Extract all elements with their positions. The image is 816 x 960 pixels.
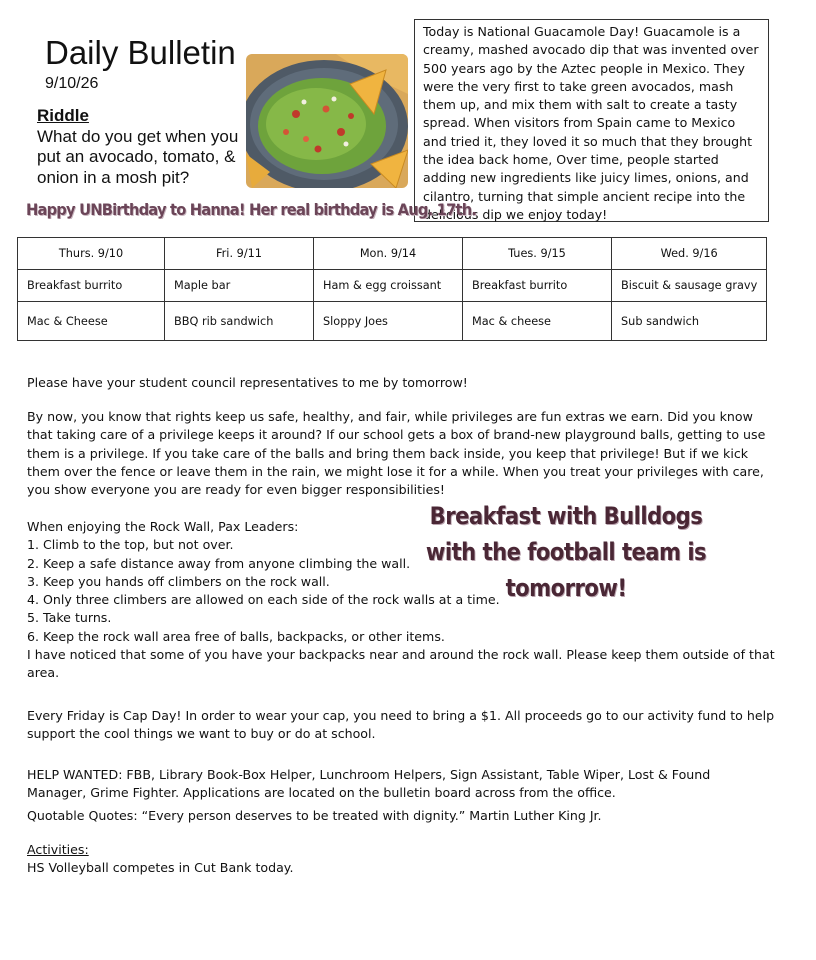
rock-wall-rule: 3. Keep you hands off climbers on the rock wall. [27,573,330,589]
menu-days-row [18,238,767,270]
riddle-question: What do you get when you put an avocado, tomato, & onion in a mosh pit? [37,126,239,187]
menu-lunch-item: Sloppy Joes [314,302,463,341]
bulletin-date: 9/10/26 [45,75,99,92]
rock-wall-rule: 5. Take turns. [27,610,112,626]
menu-lunch-item: Mac & cheese [463,302,612,341]
birthday-banner: Happy UNBirthday to Hanna! Her real birthday is Aug. 17th. [26,200,477,219]
rock-wall-rule: 2. Keep a safe distance away from anyone climbing the wall. [27,555,411,571]
menu-day: Fri. 9/11 [165,238,314,270]
riddle-heading: Riddle [37,106,89,125]
cap-day-paragraph: Every Friday is Cap Day! In order to wear your cap, you need to bring a $1. All proceeds go to our activity fund to help support the cool things we want to buy or do at school. [27,708,775,742]
rock-wall-rule: 1. Climb to the top, but not over. [27,537,234,553]
rock-wall-rule: 4. Only three climbers are allowed on each side of the rock walls at a time. [27,592,500,608]
menu-lunch-item: Mac & Cheese [18,302,165,341]
menu-breakfast-item: Breakfast burrito [463,270,612,302]
guacamole-photo [246,54,408,188]
menu-breakfast-row [18,270,767,302]
riddle-section [37,106,247,188]
rock-wall-rule: 6. Keep the rock wall area free of balls, backpacks, or other items. [27,628,445,644]
activities-text: HS Volleyball competes in Cut Bank today. [27,860,294,876]
menu-breakfast-item: Ham & egg croissant [314,270,463,302]
menu-day: Tues. 9/15 [463,238,612,270]
activities-section [27,841,777,878]
menu-breakfast-item: Maple bar [165,270,314,302]
student-council-note: Please have your student council representatives to me by tomorrow! [27,375,468,390]
guacamole-bowl-image [246,54,408,188]
activities-heading: Activities: [27,842,89,857]
breakfast-with-bulldogs-banner: Breakfast with Bulldogs with the football team is tomorrow! [425,502,707,602]
menu-day: Mon. 9/14 [314,238,463,270]
menu-lunch-item: BBQ rib sandwich [165,302,314,341]
help-wanted-paragraph: HELP WANTED: FBB, Library Book-Box Helper, Lunchroom Helpers, Sign Assistant, Table Wiper, Lost & Found Manager, Grime Fighter. Applications are located on the bulletin board across from the office. [27,767,711,801]
menu-lunch-row [18,302,767,341]
menu-day: Wed. 9/16 [612,238,767,270]
menu-lunch-item: Sub sandwich [612,302,767,341]
lunch-menu-table [17,237,767,341]
rock-wall-intro: When enjoying the Rock Wall, Pax Leaders: [27,519,299,534]
privileges-paragraph: By now, you know that rights keep us safe, healthy, and fair, while privileges are fun extras we earn. Did you know that taking care of a privilege keeps it around? If our school gets a box of brand-new playground balls, getting to use them is a privilege. If you take care of the balls and bring them back inside, you keep that privilege! But if we kick them over the fence or leave them in the rain, we might lose it for a while. When you treat your privileges with care, you show everyone you are ready for even bigger responsibilities! [27,409,766,498]
guacamole-day-text: Today is National Guacamole Day! Guacamole is a creamy, mashed avocado dip that was invented over 500 years ago by the Aztec people in Mexico. They were the very first to take green avocados, mash them up, and mix them with salt to create a tasty spread. When visitors from Spain came to Mexico and tried it, they loved it so much that they brought the idea back home, Over time, people started adding new ingredients like juicy limes, onions, and cilantro, turning that simple ancient recipe into the delicious dip we enjoy today! [414,19,769,222]
quotable-quote: Quotable Quotes: “Every person deserves to be treated with dignity.” Martin Luther King Jr. [27,808,602,823]
menu-day: Thurs. 9/10 [18,238,165,270]
menu-breakfast-item: Breakfast burrito [18,270,165,302]
rock-wall-note: I have noticed that some of you have your backpacks near and around the rock wall. Please keep them outside of that area. [27,647,775,681]
menu-breakfast-item: Biscuit & sausage gravy [612,270,767,302]
bulletin-title: Daily Bulletin [45,34,236,71]
